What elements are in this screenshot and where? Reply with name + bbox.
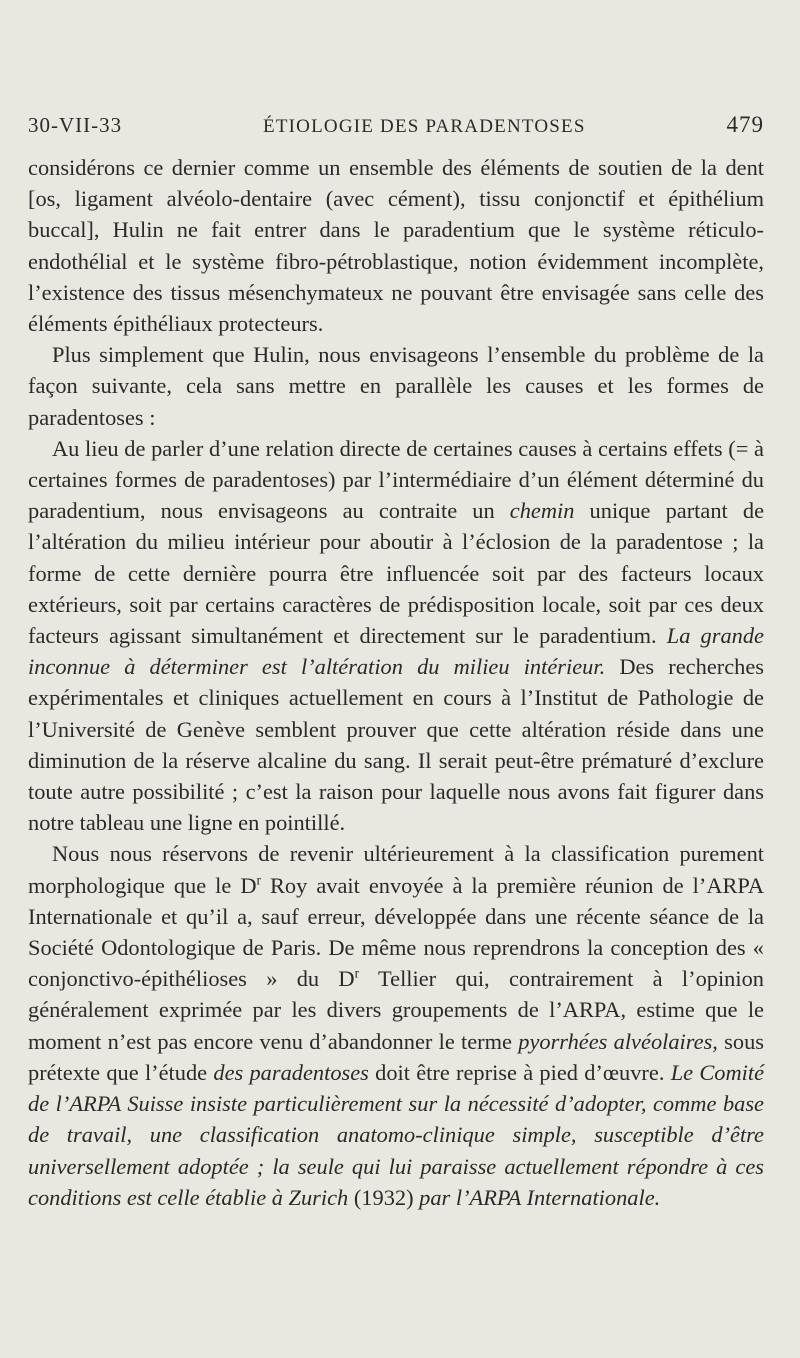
text-span: Au lieu de parler d’une relation directe de certaines causes à certains effets (= à certaines formes de paradentoses) par l’intermédiaire d’un élément déterminé du paradentium, nous envisageons au contraite un (28, 435, 764, 524)
page-number: 479 (726, 112, 764, 137)
superscript: r (354, 965, 360, 981)
running-header (28, 112, 764, 138)
text-span: doit être reprise à pied d’œuvre. (368, 1059, 671, 1085)
text-span: Tellier qui, contrairement à l’opinion généralement exprimée par les divers groupements de l’ARPA, estime que le moment n’est pas encore venu d’abandonner le terme (28, 966, 764, 1054)
text-span: Des recherches expérimentales et cliniques actuellement en cours à l’Institut de Pathologie de l’Université de Genève semblent prouver que cette altération réside dans une diminution de la réserve alcaline du sang. Il serait peut-être prématuré d’exclure toute autre possibilité ; c’est la raison pour laquelle nous avons fait figurer dans notre tableau une ligne en pointillé. (28, 654, 764, 836)
text-span: considérons ce dernier comme un ensemble des éléments de soutien de la dent [os, ligament alvéolo-dentaire (avec cément), tissu conjonctif et épithélium buccal], Hulin ne fait entrer dans le paradentium que le système réticulo-endothélial et le système fibro-pétroblastique, notion évidemment incomplète, l’existence des tissus mésenchymateux ne pouvant être envisagée sans celle des éléments épithéliaux protecteurs. (28, 155, 764, 337)
running-title: ÉTIOLOGIE DES PARADENTOSES (263, 116, 586, 137)
text-span: (1932) (348, 1184, 420, 1210)
text-span: Roy avait envoyée à la première réunion de l’ARPA Internationale et qu’il a, sauf erreur, développée dans une récente séance de la Société Odontologique de Paris. De même nous reprendrons la conception des « conjonctivo-épithélioses » du D (28, 872, 764, 992)
text-span: Nous nous réservons de revenir ultérieurement à la classification purement morphologique que le D (28, 841, 764, 898)
italic-text: chemin (509, 498, 575, 524)
italic-text: des paradentoses (213, 1059, 369, 1085)
paragraph (28, 339, 764, 433)
paragraph (28, 838, 764, 1212)
italic-text: pyorrhées alvéolaires, (518, 1028, 718, 1054)
body-text (28, 152, 764, 1213)
italic-text: La grande inconnue à déterminer est l’altération du milieu intérieur. (28, 623, 764, 680)
text-span: Plus simplement que Hulin, nous envisageons l’ensemble du problème de la façon suivante, cela sans mettre en parallèle les causes et les formes de paradentoses : (28, 342, 764, 430)
italic-text: Le Comité de l’ARPA Suisse insiste particulièrement sur la nécessité d’adopter, comme base de travail, une classification anatomo-clinique simple, susceptible d’être universellement adoptée ; la seule qui lui paraisse actuellement répondre à ces conditions est celle établie à Zurich (28, 1059, 765, 1210)
text-span: sous prétexte que l’étude (28, 1028, 764, 1085)
paragraph (28, 433, 764, 839)
header-date: 30-VII-33 (28, 113, 123, 137)
paragraph (28, 152, 764, 339)
superscript: r (256, 872, 261, 888)
italic-text: par l’ARPA Internationale. (419, 1184, 661, 1210)
text-span: unique partant de l’altération du milieu intérieur pour aboutir à l’éclosion de la paradentose ; la forme de cette dernière pourra être influencée soit par des facteurs locaux extérieurs, soit par certains caractères de prédisposition locale, soit par ces deux facteurs agissant simultanément et directement sur le paradentium. (28, 498, 765, 649)
